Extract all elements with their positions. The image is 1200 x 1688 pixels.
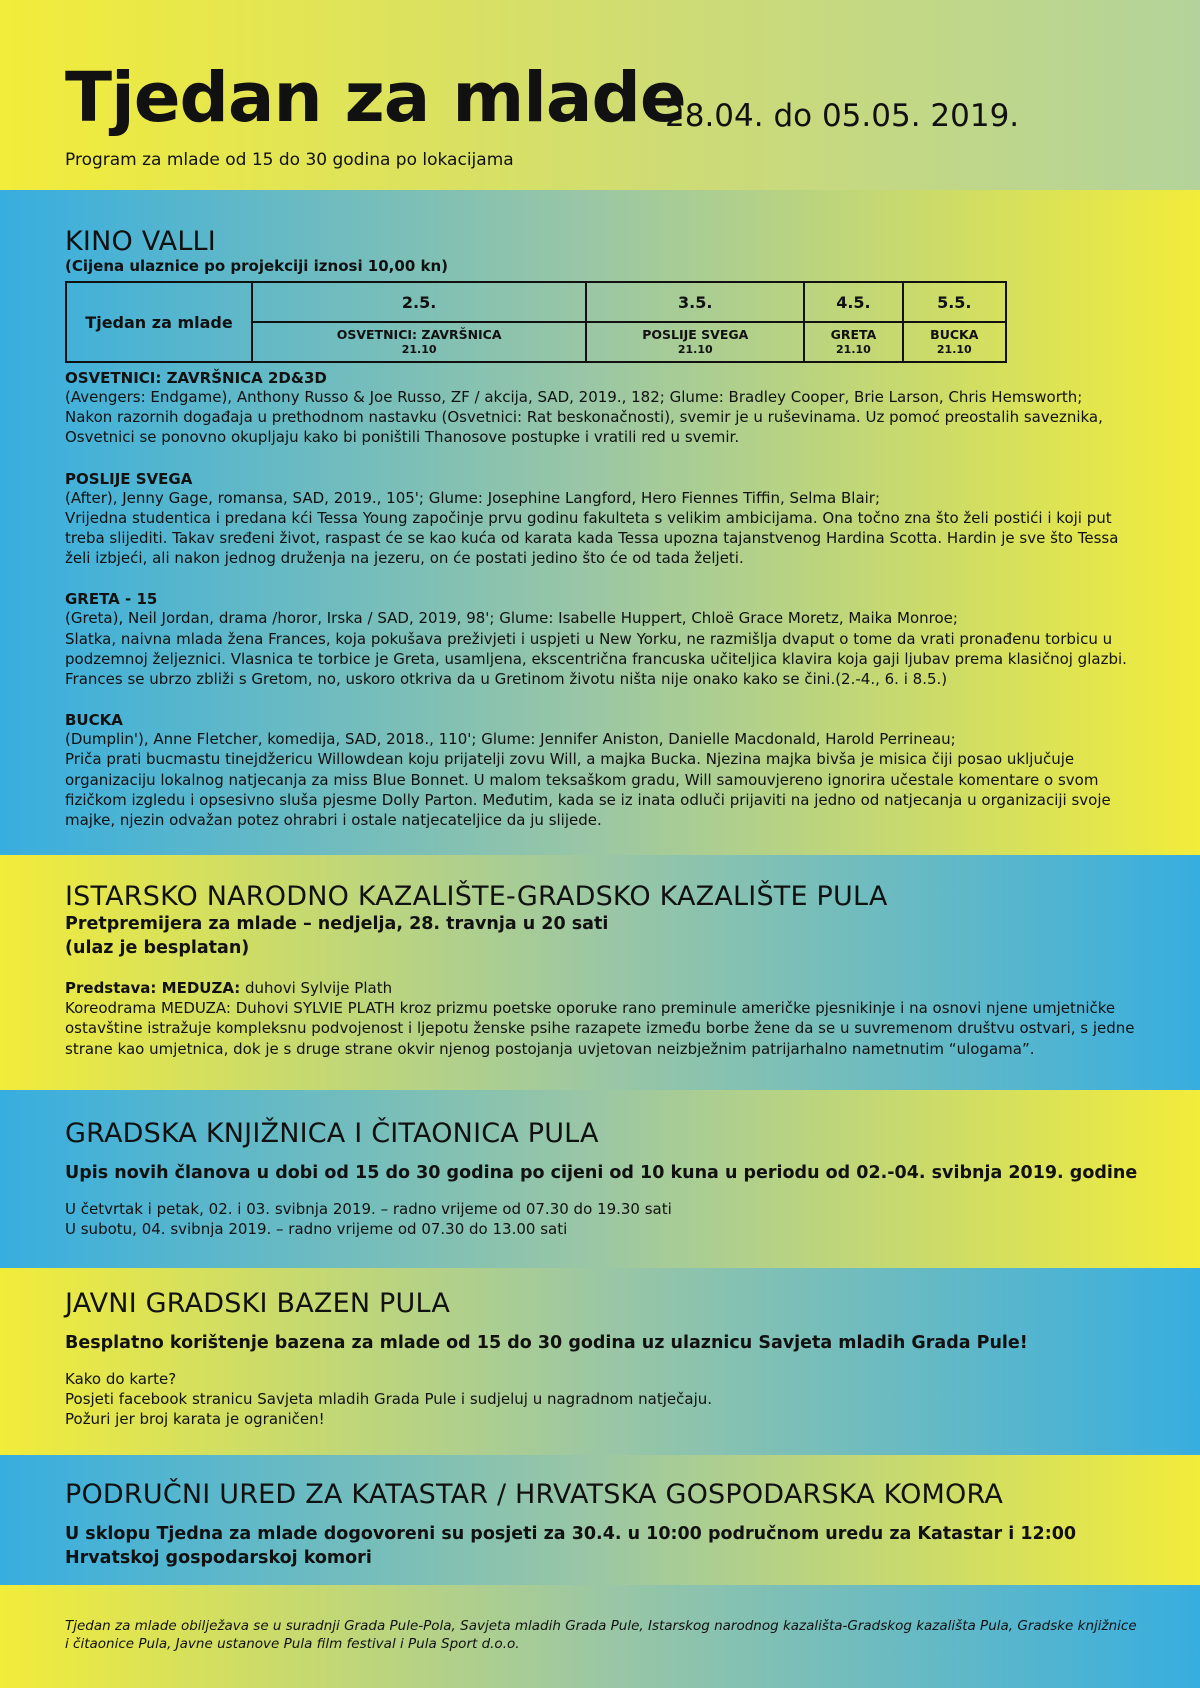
film-entry: [65, 369, 1140, 448]
film-credits: (After), Jenny Gage, romansa, SAD, 2019., 105'; Glume: Josephine Langford, Hero Fiennes Tiffin, Selma Blair;: [65, 488, 881, 507]
schedule-film: [586, 322, 804, 362]
kino-price-note: (Cijena ulaznice po projekciji iznosi 10,00 kn): [65, 257, 448, 275]
kazaliste-title: ISTARSKO NARODNO KAZALIŠTE-GRADSKO KAZALIŠTE PULA: [65, 881, 888, 912]
page-subtitle: Program za mlade od 15 do 30 godina po lokacijama: [65, 150, 514, 170]
schedule-film: [252, 322, 586, 362]
bazen-line: Požuri jer broj karata je ograničen!: [65, 1410, 325, 1429]
film-heading: POSLIJE SVEGA: [65, 469, 193, 488]
schedule-film-time: 21.10: [401, 343, 437, 356]
kino-title: KINO VALLI: [65, 226, 216, 257]
kazaliste-description: Koreodrama MEDUZA: Duhovi SYLVIE PLATH kroz prizmu poetske oporuke rano preminule američke pjesnikinje i na osnovi njene umjetničke ostavštine istražuje kompleksnu podvojenost i ljepotu ženske psihe razapete između borbe žene da se u suvremenom društvu ostvari, s jedne strane kao umjetnica, dok je s druge strane okvir njenog postojanja uvjetovan neizbježnim patrijarhalno nametnutim “ulogama”.: [65, 999, 1135, 1058]
knjiznica-hours: U subotu, 04. svibnja 2019. – radno vrijeme od 07.30 do 13.00 sati: [65, 1220, 568, 1239]
kazaliste-show-subtitle: duhovi Sylvije Plath: [240, 979, 393, 997]
kino-section: [0, 190, 1200, 855]
page-title: Tjedan za mlade: [65, 58, 686, 138]
header-band: [0, 0, 1200, 190]
film-credits: (Avengers: Endgame), Anthony Russo & Joe Russo, ZF / akcija, SAD, 2019., 182; Glume: Bradley Cooper, Brie Larson, Chris Hemsworth;: [65, 388, 1083, 406]
footer-note: Tjedan za mlade obilježava se u suradnji Grada Pule-Pola, Savjeta mladih Grada Pule, Istarskog narodnog kazališta-Gradskog kazališta Pula, Gradske knjižnice i čitaonice Pula, Javne ustanove Pula film festival i Pula Sport d.o.o.: [65, 1618, 1137, 1652]
bazen-line: Kako do karte?: [65, 1370, 177, 1388]
schedule-day: 2.5.: [252, 282, 586, 322]
bazen-section: [0, 1268, 1200, 1455]
schedule-film-time: 21.10: [936, 343, 972, 356]
schedule-film-name: POSLIJE SVEGA: [642, 327, 749, 342]
schedule-day: 4.5.: [804, 282, 902, 322]
schedule-film-time: 21.10: [677, 343, 713, 356]
film-entry: [65, 470, 1140, 569]
schedule-film-name: BUCKA: [930, 327, 979, 342]
footer-band: [0, 1585, 1200, 1688]
kazaliste-show: [65, 978, 1140, 998]
knjiznica-title: GRADSKA KNJIŽNICA I ČITAONICA PULA: [65, 1118, 599, 1149]
kazaliste-premiere: Pretpremijera za mlade – nedjelja, 28. travnja u 20 sati: [65, 914, 609, 934]
bazen-highlight: Besplatno korištenje bazena za mlade od 15 do 30 godina uz ulaznicu Savjeta mladih Grada Pule!: [65, 1333, 1028, 1353]
film-synopsis: Slatka, naivna mlada žena Frances, koja pokušava preživjeti i uspjeti u New Yorku, ne razmišlja dvaput o tome da vrati pronađenu torbicu u podzemnoj željeznici. Vlasnica te torbice je Greta, usamljena, ekscentrična francuska učiteljica klavira koja gaji ljubav prema klasičnoj glazbi. Frances se ubrzo zbliži s Gretom, no, uskoro otkriva da u Gretinom životu ništa nije onako kako se čini.(2.-4., 6. i 8.5.): [65, 629, 1127, 689]
kazaliste-section: [0, 855, 1200, 1090]
schedule-table: [65, 281, 1007, 363]
film-heading: BUCKA: [65, 711, 123, 730]
knjiznica-section: [0, 1090, 1200, 1268]
schedule-film-name: GRETA: [830, 327, 877, 342]
film-synopsis: Priča prati bucmastu tinejdžericu Willowdean koju prijatelji zovu Will, a majka Bucka. Njezina majka bivša je misica čiji posao uključuje organizaciju lokalnog natjecanja za miss Blue Bonnet. U malom teksaškom gradu, Will samouvjereno ignorira učestale komentare o svom fizičkom izgledu i opsesivno sluša pjesme Dolly Parton. Međutim, kada se iz inata odluči prijaviti na jedno od natjecanja u organizaciji svoje majke, njezin odvažan potez ohrabri i ostale natjecateljice da ju slijede.: [65, 750, 1111, 830]
schedule-day: 5.5.: [903, 282, 1006, 322]
knjiznica-highlight: Upis novih članova u dobi od 15 do 30 godina po cijeni od 10 kuna u periodu od 02.-04. svibnja 2019. godine: [65, 1163, 1138, 1183]
schedule-film: [804, 322, 902, 362]
bazen-line: Posjeti facebook stranicu Savjeta mladih Grada Pule i sudjeluj u nagradnom natječaju.: [65, 1390, 713, 1409]
film-entry: [65, 590, 1140, 689]
film-synopsis: Vrijedna studentica i predana kći Tessa Young započinje prvu godinu fakulteta s velikim ambicijama. Ona točno zna što želi postići i koji put treba slijediti. Takav sređeni život, raspast će se kao kuća od karata kada Tessa upozna tajanstvenog Hardina Scotta. Hardin je sve što Tessa želi izbjeći, ali nakon jednog druženja na jezeru, on će postati jedino što će od tada željeti.: [65, 508, 1119, 568]
katastar-title: PODRUČNI URED ZA KATASTAR / HRVATSKA GOSPODARSKA KOMORA: [65, 1479, 1004, 1510]
film-credits: (Greta), Neil Jordan, drama /horor, Irska / SAD, 2019, 98'; Glume: Isabelle Huppert, Chloë Grace Moretz, Maika Monroe;: [65, 609, 958, 628]
schedule-row-label: Tjedan za mlade: [66, 282, 252, 362]
schedule-film-name: OSVETNICI: ZAVRŠNICA: [336, 327, 502, 342]
kazaliste-free-entry: (ulaz je besplatan): [65, 938, 250, 958]
film-synopsis: Nakon razornih događaja u prethodnom nastavku (Osvetnici: Rat beskonačnosti), svemir je u ruševinama. Uz pomoć preostalih saveznika, Osvetnici se ponovno okupljaju kako bi poništili Thanosove postupke i vratili red u svemir.: [65, 408, 1103, 447]
schedule-day: 3.5.: [586, 282, 804, 322]
katastar-section: [0, 1455, 1200, 1585]
kazaliste-show-label: Predstava: MEDUZA:: [65, 979, 241, 997]
schedule-film: [903, 322, 1006, 362]
film-entry: [65, 711, 1140, 830]
bazen-title: JAVNI GRADSKI BAZEN PULA: [65, 1288, 450, 1319]
schedule-film-time: 21.10: [836, 343, 871, 356]
film-heading: GRETA - 15: [65, 590, 158, 609]
knjiznica-hours: U četvrtak i petak, 02. i 03. svibnja 2019. – radno vrijeme od 07.30 do 19.30 sati: [65, 1200, 672, 1218]
katastar-highlight: U sklopu Tjedna za mlade dogovoreni su posjeti za 30.4. u 10:00 područnom uredu za Katastar i 12:00 Hrvatskoj gospodarskoj komori: [65, 1524, 1077, 1568]
page-dates: 28.04. do 05.05. 2019.: [665, 98, 1020, 134]
film-credits: (Dumplin'), Anne Fletcher, komedija, SAD, 2018., 110'; Glume: Jennifer Aniston, Danielle Macdonald, Harold Perrineau;: [65, 730, 956, 749]
film-heading: OSVETNICI: ZAVRŠNICA 2D&3D: [65, 369, 327, 387]
